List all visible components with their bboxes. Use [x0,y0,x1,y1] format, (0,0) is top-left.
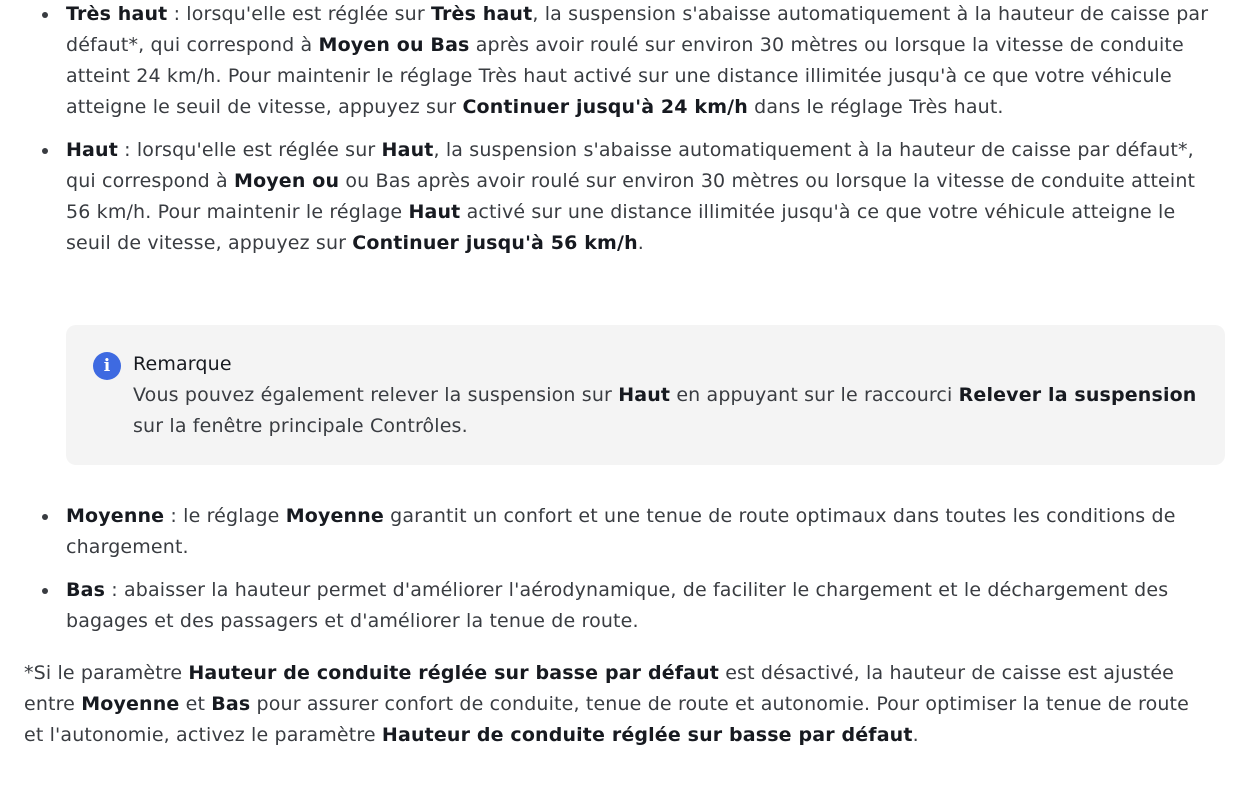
bold-text: Bas [66,579,106,601]
bold-text: Relever la suspension [958,384,1197,406]
bold-text: Très haut [430,3,533,25]
bold-text: Haut [618,384,671,406]
bold-text: Haut [408,201,461,223]
text-segment: après avoir roulé sur environ 30 mètres ou lorsque la vitesse de conduite atteint 24 km/h. Pour maintenir le réglage Très haut activé sur une distance illimitée jusqu'à ce que votre véhicule atteigne le seuil de vitesse, appuyez sur [66,34,1184,118]
bold-text: Très haut [66,3,168,25]
text-segment: garantit un confort et une tenue de route optimaux dans toutes les conditions de chargement. [66,505,1176,558]
list-item-moyenne [0,501,1216,563]
note-body [133,380,1203,442]
footnote [24,658,1214,751]
text-segment: est désactivé, la hauteur de caisse est ajustée entre [24,662,1175,715]
bold-text: Haut [381,139,434,161]
text-segment: . [637,232,644,254]
text-segment: dans le réglage Très haut. [747,96,1004,118]
text-segment: : abaisser la hauteur permet d'améliorer l'aérodynamique, de faciliter le chargement et le déchargement des bagages et des passagers et d'améliorer la tenue de route. [66,579,1169,632]
info-icon: i [93,352,121,380]
text-segment: et [179,693,212,715]
bold-text: Moyenne [81,693,180,715]
bold-text: Moyenne [66,505,165,527]
text-segment: , la suspension s'abaisse automatiquement à la hauteur de caisse par défaut*, qui correspond à [66,3,1209,56]
text-segment: sur la fenêtre principale Contrôles. [133,415,468,437]
list-item-bas [0,575,1216,637]
text-segment: : lorsqu'elle est réglée sur [117,139,382,161]
text-segment: ou Bas après avoir roulé sur environ 30 mètres ou lorsque la vitesse de conduite atteint 56 km/h. Pour maintenir le réglage [66,170,1196,223]
bold-text: Hauteur de conduite réglée sur basse par défaut [381,724,913,746]
note-title: Remarque [133,353,232,375]
bold-text: Haut [66,139,118,161]
bold-text: Continuer jusqu'à 56 km/h [352,232,638,254]
bold-text: Continuer jusqu'à 24 km/h [462,96,748,118]
bold-text: Moyenne [285,505,384,527]
note-box [66,325,1225,465]
text-segment: activé sur une distance illimitée jusqu'à ce que votre véhicule atteigne le seuil de vitesse, appuyez sur [66,201,1176,254]
text-segment: *Si le paramètre [24,662,189,684]
list-item-tres-haut [0,0,1216,123]
bold-text: Bas [211,693,251,715]
bold-text: Moyen ou Bas [318,34,470,56]
suspension-levels-list-top [0,0,1216,271]
suspension-levels-list-bottom [0,501,1216,649]
text-segment: : le réglage [164,505,286,527]
text-segment: , la suspension s'abaisse automatiquement à la hauteur de caisse par défaut*, qui correspond à [66,139,1194,192]
text-segment: : lorsqu'elle est réglée sur [167,3,431,25]
text-segment: pour assurer confort de conduite, tenue de route et autonomie. Pour optimiser la tenue de route et l'autonomie, activez le paramètre [24,693,1189,746]
bold-text: Moyen ou [234,170,340,192]
text-segment: en appuyant sur le raccourci [670,384,959,406]
list-item-haut [0,135,1216,259]
text-segment: Vous pouvez également relever la suspension sur [133,384,619,406]
text-segment: . [912,724,919,746]
bold-text: Hauteur de conduite réglée sur basse par défaut [188,662,720,684]
